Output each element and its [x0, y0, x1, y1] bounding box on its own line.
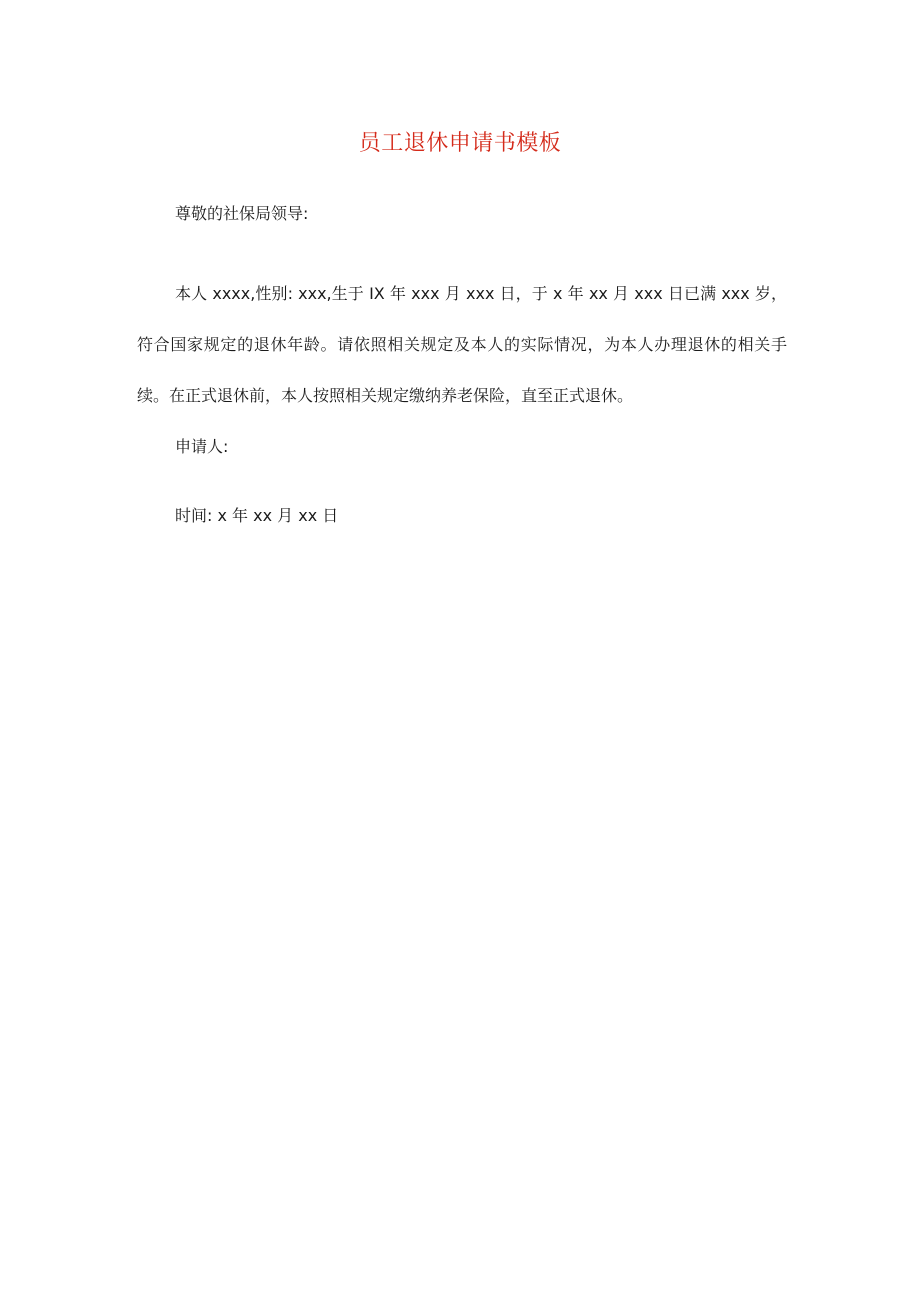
document-title: 员工退休申请书模板 [358, 131, 562, 156]
salutation: 尊敬的社保局领导: [175, 204, 309, 223]
date-line: 时间: x 年 xx 月 xx 日 [175, 506, 339, 525]
applicant-label: 申请人: [175, 437, 229, 456]
body-paragraph: 本人 xxxx,性别: xxx,生于 IX 年 xxx 月 xxx 日，于 x 年 xx 月 xxx 日已满 xxx 岁，符合国家规定的退休年龄。请依照相关规定及本人的实际情况，为本人办理退休的相关手续。在正式退休前，本人按照相关规定缴纳养老保险，直至正式退休。 [137, 284, 787, 405]
